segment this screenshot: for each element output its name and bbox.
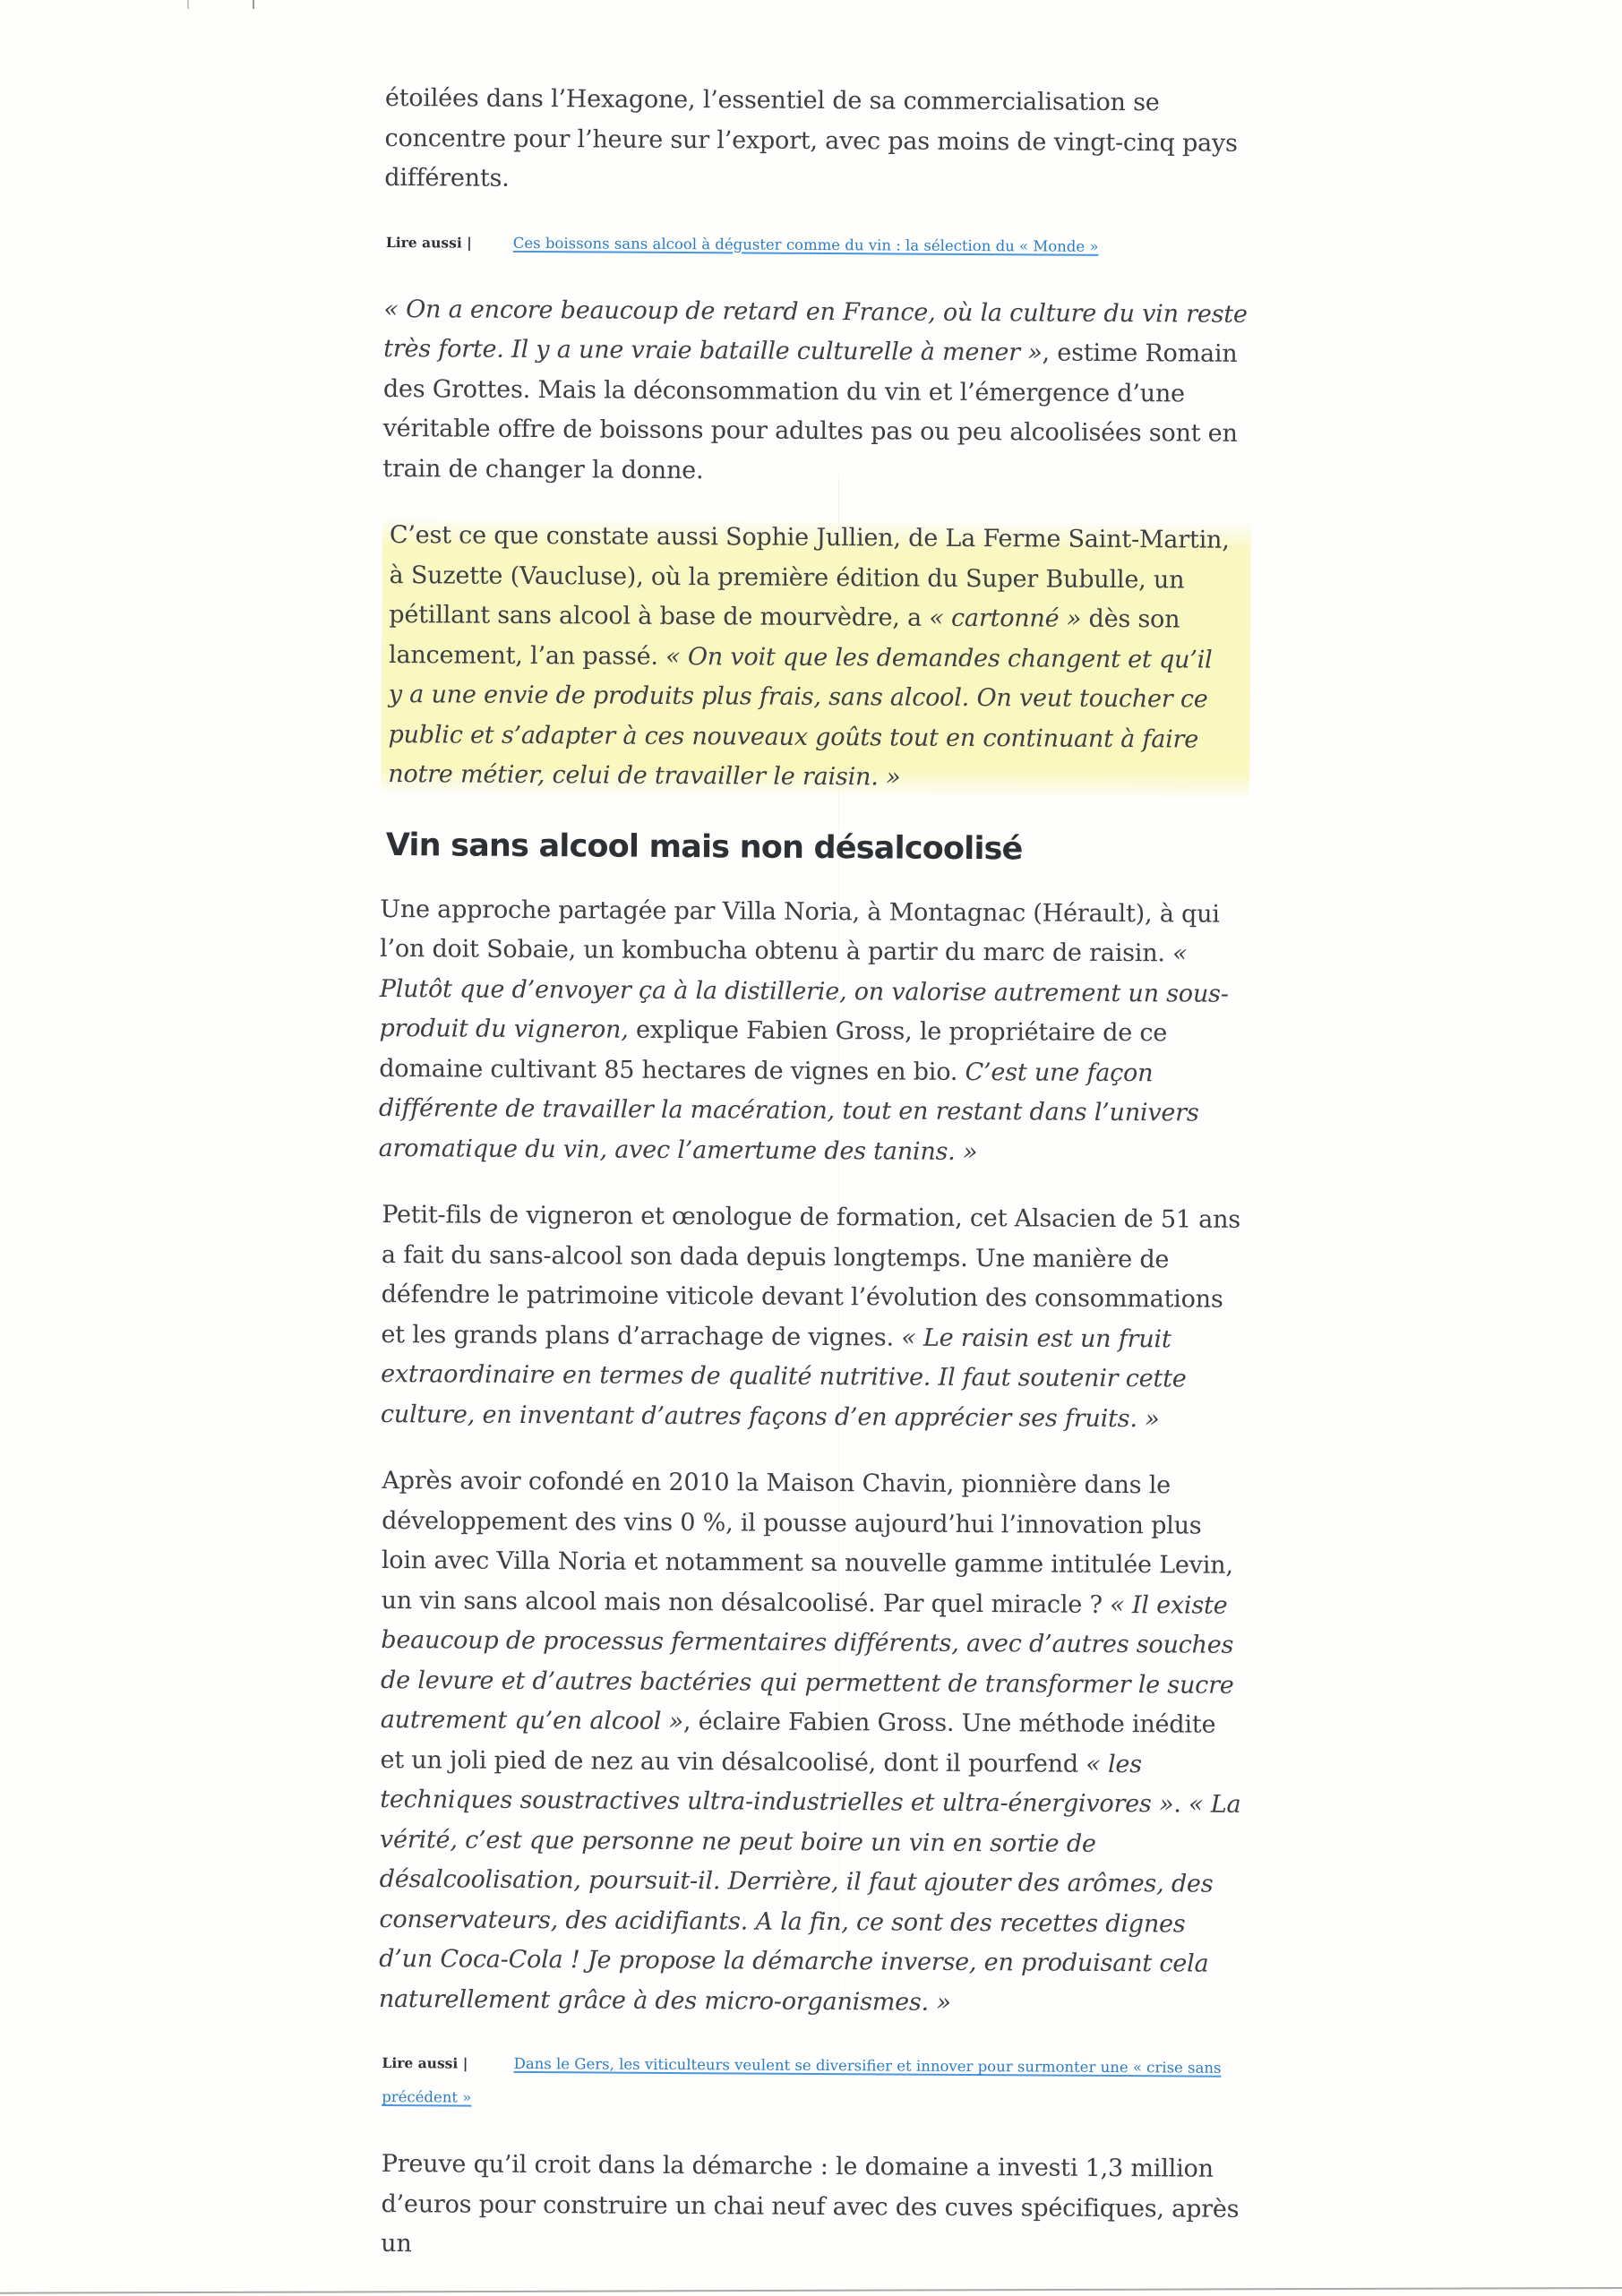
scan-mark (253, 0, 254, 9)
quote-text: « cartonné » (929, 604, 1082, 633)
paragraph-text: Petit-fils de vigneron et œnologue de formation, cet Alsacien de 51 ans a fait du sans-alcool son dada depuis longtemps. Une manière de défendre le patrimoine viticole devant l’évolution des consommations et les grands plans d’arrachage de vignes. (381, 1201, 1241, 1352)
quote-text: « les techniques soustractives ultra-industrielles et ultra-énergivores » (380, 1750, 1174, 1819)
quote-text: C’est une façon différente de travailler la macération, tout en restant dans l’univers aromatique du vin, avec l’amertume des tanins. » (378, 1058, 1199, 1166)
scan-top-marks (0, 0, 1622, 11)
paragraph-chavin (379, 1461, 1246, 2025)
paragraph-intro (384, 79, 1254, 203)
quote-text: « La vérité, c’est que personne ne peut boire un vin en sortie de désalcoolisation, poursuit-il. Derrière, il faut ajouter des arômes, des conservateurs, des acidifiants. A la fin, ce sont des recettes dignes d’un Coca-Cola ! Je propose la démarche inverse, en produisant cela naturellement grâce à des micro-organismes. » (378, 1790, 1241, 2017)
paragraph-text: , éclaire Fabien Gross. Une méthode inédite et un joli pied de nez au vin désalcoolisé, dont il pourfend (380, 1708, 1216, 1778)
paragraph-text: C’est ce que constate aussi Sophie Jullien, de La Ferme Saint-Martin, à Suzette (Vaucluse), où la première édition du Super Bubulle, un pétillant sans alcool à base de mourvèdre, a (389, 521, 1230, 632)
read-also-link[interactable]: Dans le Gers, les viticulteurs veulent se diversifier et innover pour surmonter une « crise sans précédent » (382, 2054, 1222, 2106)
read-also-label: Lire aussi | (385, 233, 472, 252)
quote-text: « Le raisin est un fruit extraordinaire en termes de qualité nutritive. Il faut soutenir cette culture, en inventant d’autres façons d’en apprécier ses fruits. » (380, 1324, 1187, 1433)
quote-text: « Il existe beaucoup de processus fermentaires différents, avec d’autres souches de levure et d’autres bactéries qui permettent de transformer le sucre autrement qu’en alcool » (380, 1590, 1234, 1736)
paragraph-text: . (1173, 1790, 1189, 1819)
quote-text: « Plutôt que d’envoyer ça à la distillerie, on valorise autrement un sous-produit du vigneron, (379, 939, 1229, 1044)
read-also-box (386, 226, 1253, 265)
read-also-label: Lire aussi | (382, 2054, 468, 2072)
paragraph-text: Une approche partagée par Villa Noria, à Montagnac (Hérault), à qui l’on doit Sobaie, un kombucha obtenu à partir du marc de raisin. (379, 895, 1220, 968)
paragraph-text: explique Fabien Gross, le propriétaire de ce domaine cultivant 85 hectares de vignes en bio. (379, 1015, 1168, 1086)
paragraph-text: , estime Romain des Grottes. Mais la déconsommation du vin et l’émergence d’une véritable offre de boissons pour adultes pas ou peu alcoolisées sont en train de changer la donne. (382, 338, 1238, 484)
highlighted-paragraph-jullien (381, 516, 1251, 800)
read-also-link[interactable]: Ces boissons sans alcool à déguster comme du vin : la sélection du « Monde » (512, 234, 1099, 255)
quote-text: « On voit que les demandes changent et qu’il y a une envie de produits plus frais, sans alcool. On veut toucher ce public et s’adapter à ces nouveaux goûts tout en continuant à faire notre métier, celui de travailler le raisin. » (388, 642, 1213, 792)
paragraph-villa-noria (379, 889, 1249, 1173)
article-body (372, 79, 1254, 2296)
read-also-box (382, 2046, 1241, 2120)
paragraph-retard (382, 289, 1252, 493)
scan-mark (187, 0, 189, 9)
paragraph-text: Après avoir cofondé en 2010 la Maison Chavin, pionnière dans le développement des vins 0 %, il pousse aujourd’hui l’innovation plus loin avec Villa Noria et notamment sa nouvelle gamme intitulée Levin, un vin sans alcool mais non désalcoolisé. Par quel miracle ? (381, 1467, 1233, 1619)
section-heading: Vin sans alcool mais non désalcoolisé (385, 827, 1023, 867)
paragraph-text: étoilées dans l’Hexagone, l’essentiel de sa commercialisation se concentre pour l’heure sur l’export, avec pas moins de vingt-cinq pays différents. (384, 83, 1238, 193)
paragraph-preuve (381, 2145, 1241, 2269)
quote-text: « On a encore beaucoup de retard en France, où la culture du vin reste très forte. Il y a une vraie bataille culturelle à mener » (383, 295, 1248, 367)
paragraph-text: Preuve qu’il croit dans la démarche : le domaine a investi 1,3 million d’euros pour construire un chai neuf avec des cuves spécifiques, après un (381, 2150, 1240, 2258)
paragraph-text: dès son lancement, l’an passé. (388, 604, 1180, 671)
paragraph-petit-fils (381, 1195, 1248, 1440)
